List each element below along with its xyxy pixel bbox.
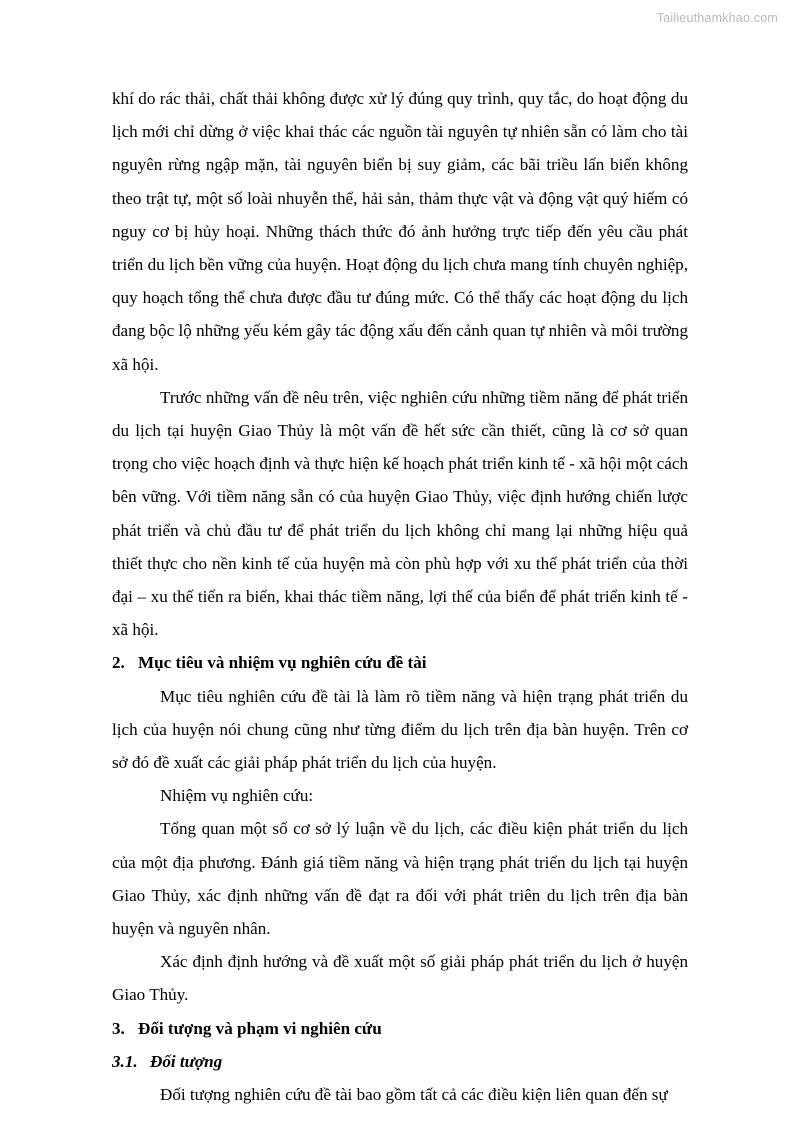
paragraph-4: Nhiệm vụ nghiên cứu:	[160, 786, 314, 806]
heading-section-2-label: Mục tiêu và nhiệm vụ nghiên cứu đề tài	[138, 653, 427, 673]
heading-subsection-3-1-number: 3.1.	[112, 1051, 138, 1071]
watermark-text: Tailieuthamkhao.com	[656, 11, 778, 25]
heading-section-2	[112, 646, 688, 679]
heading-subsection-3-1-label: Đối tượng	[150, 1051, 223, 1071]
document-body	[112, 82, 688, 1111]
paragraph-1: khí do rác thải, chất thải không được xử lý đúng quy trình, quy tắc, do hoạt động du lịch mới chỉ dừng ở việc khai thác các nguồn tài nguyên tự nhiên sẵn có làm cho tài nguyên rừng ngập mặn, tài nguyên biển bị suy giảm, các bãi triều lấn biển không theo trật tự, một số loài nhuyễn thể, hải sản, thảm thực vật và động vật quý hiếm có nguy cơ bị hủy hoại. Những thách thức đó ảnh hưởng trực tiếp đến yêu cầu phát triển du lịch bền vững của huyện. Hoạt động du lịch chưa mang tính chuyên nghiệp, quy hoạch tổng thể chưa được đầu tư đúng mức. Có thể thấy các hoạt động du lịch đang bộc lộ những yếu kém gây tác động xấu đến cảnh quan tự nhiên và môi trường xã hội.	[112, 89, 688, 374]
paragraph-5: Tổng quan một số cơ sở lý luận về du lịch, các điều kiện phát triển du lịch của một địa phương. Đánh giá tiềm năng và hiện trạng phát triển du lịch tại huyện Giao Thủy, xác định những vấn đề đạt ra đối với phát triên du lịch trên địa bàn huyện và nguyên nhân.	[112, 819, 688, 939]
heading-subsection-3-1	[112, 1045, 688, 1078]
paragraph-3: Mục tiêu nghiên cứu đề tài là làm rõ tiềm năng và hiện trạng phát triển du lịch của huyện nói chung cũng như từng điểm du lịch trên địa bàn huyện. Trên cơ sở đó đề xuất các giải pháp phát triển du lịch của huyện.	[112, 686, 688, 773]
paragraph-2: Trước những vấn đề nêu trên, việc nghiên cứu những tiềm năng để phát triển du lịch tại huyện Giao Thủy là một vấn đề hết sức cần thiết, cũng là cơ sở quan trọng cho việc hoạch định và thực hiện kế hoạch phát triển kinh tế - xã hội một cách bên vững. Với tiềm năng sẵn có của huyện Giao Thủy, việc định hướng chiến lược phát triển và chủ đầu tư để phát triển du lịch không chỉ mang lại những hiệu quả thiết thực cho nền kinh tế của huyện mà còn phù hợp với xu thế phát triển của thời đại – xu thế tiến ra biển, khai thác tiềm năng, lợi thế của biển để phát triển kinh tế - xã hội.	[112, 387, 688, 640]
paragraph-7: Đối tượng nghiên cứu đề tài bao gồm tất cả các điều kiện liên quan đến sự	[160, 1085, 668, 1105]
heading-section-3-number: 3.	[112, 1018, 125, 1038]
paragraph-6: Xác định định hướng và đề xuất một số giải pháp phát triển du lịch ở huyện Giao Thủy.	[112, 952, 688, 1005]
heading-section-3-label: Đối tượng và phạm vi nghiên cứu	[138, 1018, 382, 1038]
heading-section-3	[112, 1012, 688, 1045]
heading-section-2-number: 2.	[112, 653, 125, 673]
